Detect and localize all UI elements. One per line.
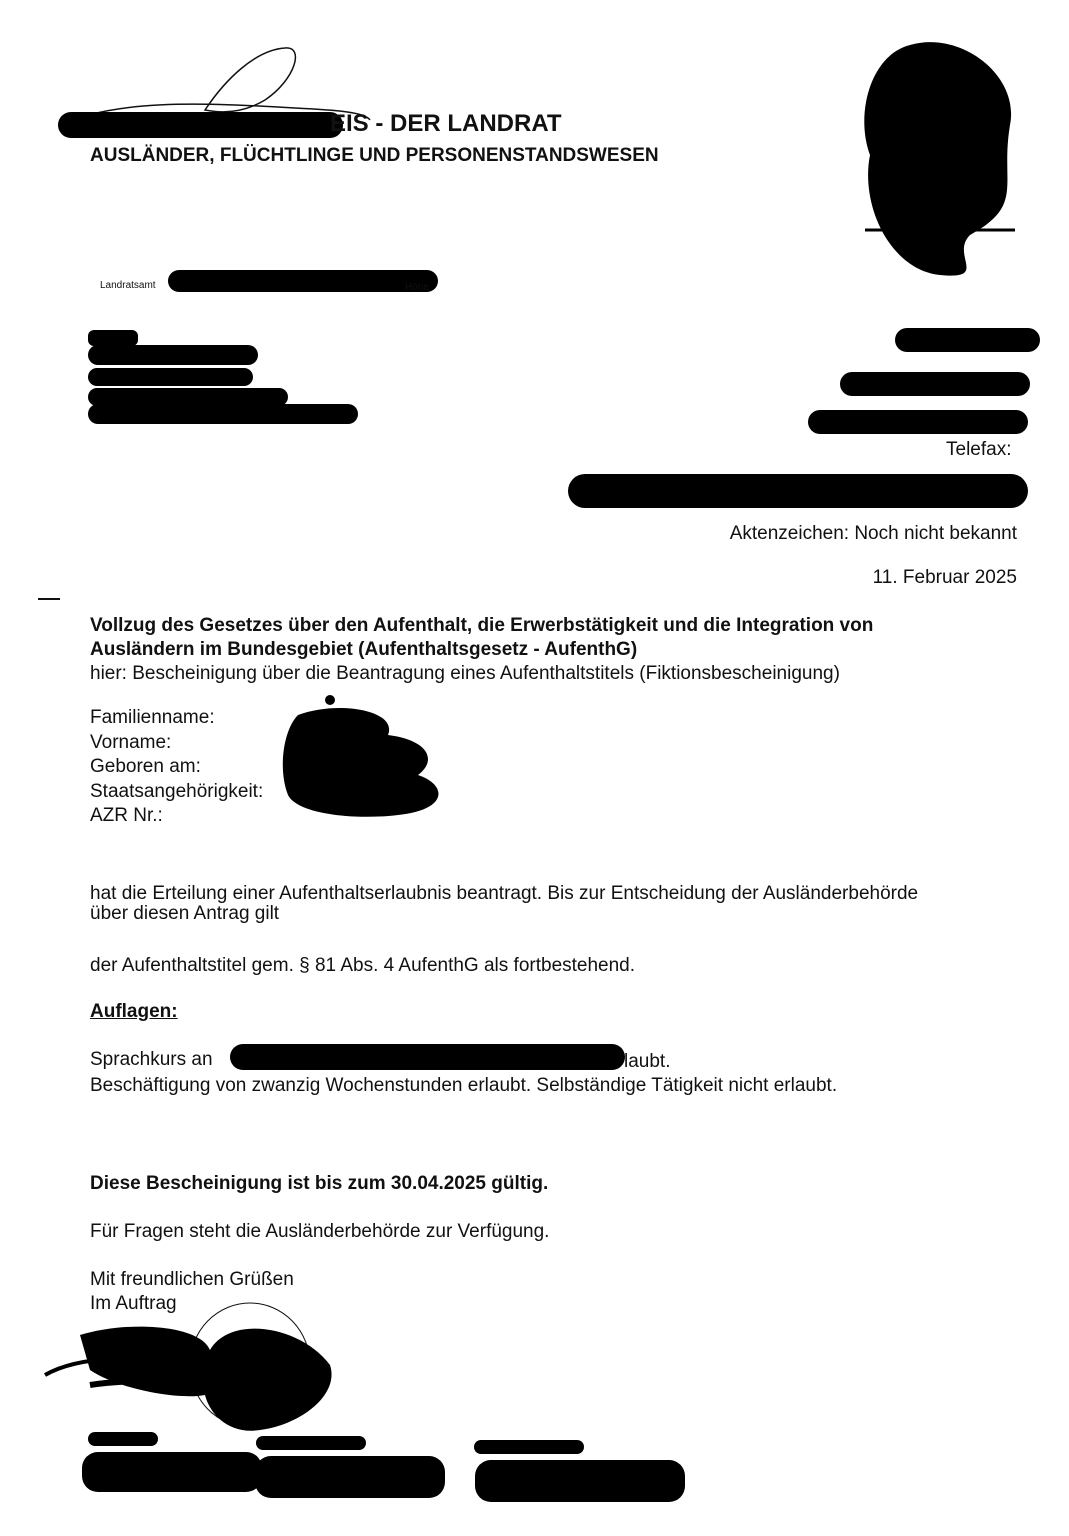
redaction-contact-2 [840, 372, 1030, 396]
conditions-heading: Auflagen: [90, 1001, 178, 1022]
subject-line-2: Ausländern im Bundesgebiet (Aufenthaltsgesetz - AufenthG) [90, 639, 638, 660]
subject-line-1: Vollzug des Gesetzes über den Aufenthalt, die Erwerbstätigkeit und die Integration von [90, 615, 874, 636]
redaction-footer-1 [88, 1432, 158, 1446]
redaction-recipient-2 [88, 345, 258, 365]
closing-greeting: Mit freundlichen Grüßen [90, 1269, 294, 1290]
questions-notice: Für Fragen steht die Ausländerbehörde zur Verfügung. [90, 1221, 550, 1242]
department-name: AUSLÄNDER, FLÜCHTLINGE UND PERSONENSTANDSWESEN [90, 145, 659, 166]
label-nationality: Staatsangehörigkeit: [90, 780, 264, 802]
person-field-labels [90, 706, 263, 829]
redaction-footer-5 [474, 1440, 584, 1454]
sender-line-prefix: Landratsamt [100, 280, 156, 291]
condition-1-suffix: laubt. [624, 1051, 671, 1072]
redaction-condition-1 [230, 1044, 625, 1070]
redaction-signature [40, 1295, 350, 1445]
sender-line-suffix: Höhe [405, 282, 429, 293]
reference-number: Aktenzeichen: Noch nicht bekannt [729, 523, 1017, 544]
redacted-logo [850, 35, 1030, 285]
validity-notice: Diese Bescheinigung ist bis zum 30.04.2025 gültig. [90, 1173, 549, 1194]
letter-date: 11. Februar 2025 [872, 567, 1017, 588]
redaction-header [58, 112, 343, 138]
condition-1-prefix: Sprachkurs an [90, 1049, 213, 1070]
telefax-label: Telefax: [946, 439, 1012, 460]
redaction-footer-3 [256, 1436, 366, 1450]
label-family-name: Familienname: [90, 707, 215, 728]
authority-name: EIS - DER LANDRAT [330, 110, 562, 137]
label-first-name: Vorname: [90, 731, 172, 753]
redaction-recipient-5 [88, 404, 358, 424]
body-paragraph-2: der Aufenthaltstitel gem. § 81 Abs. 4 AufenthG als fortbestehend. [90, 955, 636, 976]
redaction-recipient-3 [88, 368, 253, 386]
body-paragraph-1-line-1: hat die Erteilung einer Aufenthaltserlaubnis beantragt. Bis zur Entscheidung der Ausländerbehörde [90, 883, 919, 904]
subject-line-3: hier: Bescheinigung über die Beantragung eines Aufenthaltstitels (Fiktionsbescheinigung) [90, 663, 840, 684]
body-paragraph-1-line-2: über diesen Antrag gilt [90, 903, 280, 924]
redaction-recipient-1 [88, 330, 138, 346]
redaction-sender [168, 270, 438, 292]
redaction-footer-2 [82, 1452, 262, 1492]
label-azr-number: AZR Nr.: [90, 805, 163, 826]
redaction-footer-4 [255, 1456, 445, 1498]
redaction-person-data [278, 690, 453, 830]
label-date-of-birth: Geboren am: [90, 756, 201, 777]
fold-mark [38, 598, 60, 600]
on-behalf-line: Im Auftrag [90, 1293, 177, 1314]
redaction-contact-3 [808, 410, 1028, 434]
redaction-contact-1 [895, 328, 1040, 352]
redaction-footer-6 [475, 1460, 685, 1502]
redaction-contact-email [568, 474, 1028, 508]
condition-2: Beschäftigung von zwanzig Wochenstunden erlaubt. Selbständige Tätigkeit nicht erlaubt. [90, 1075, 838, 1096]
